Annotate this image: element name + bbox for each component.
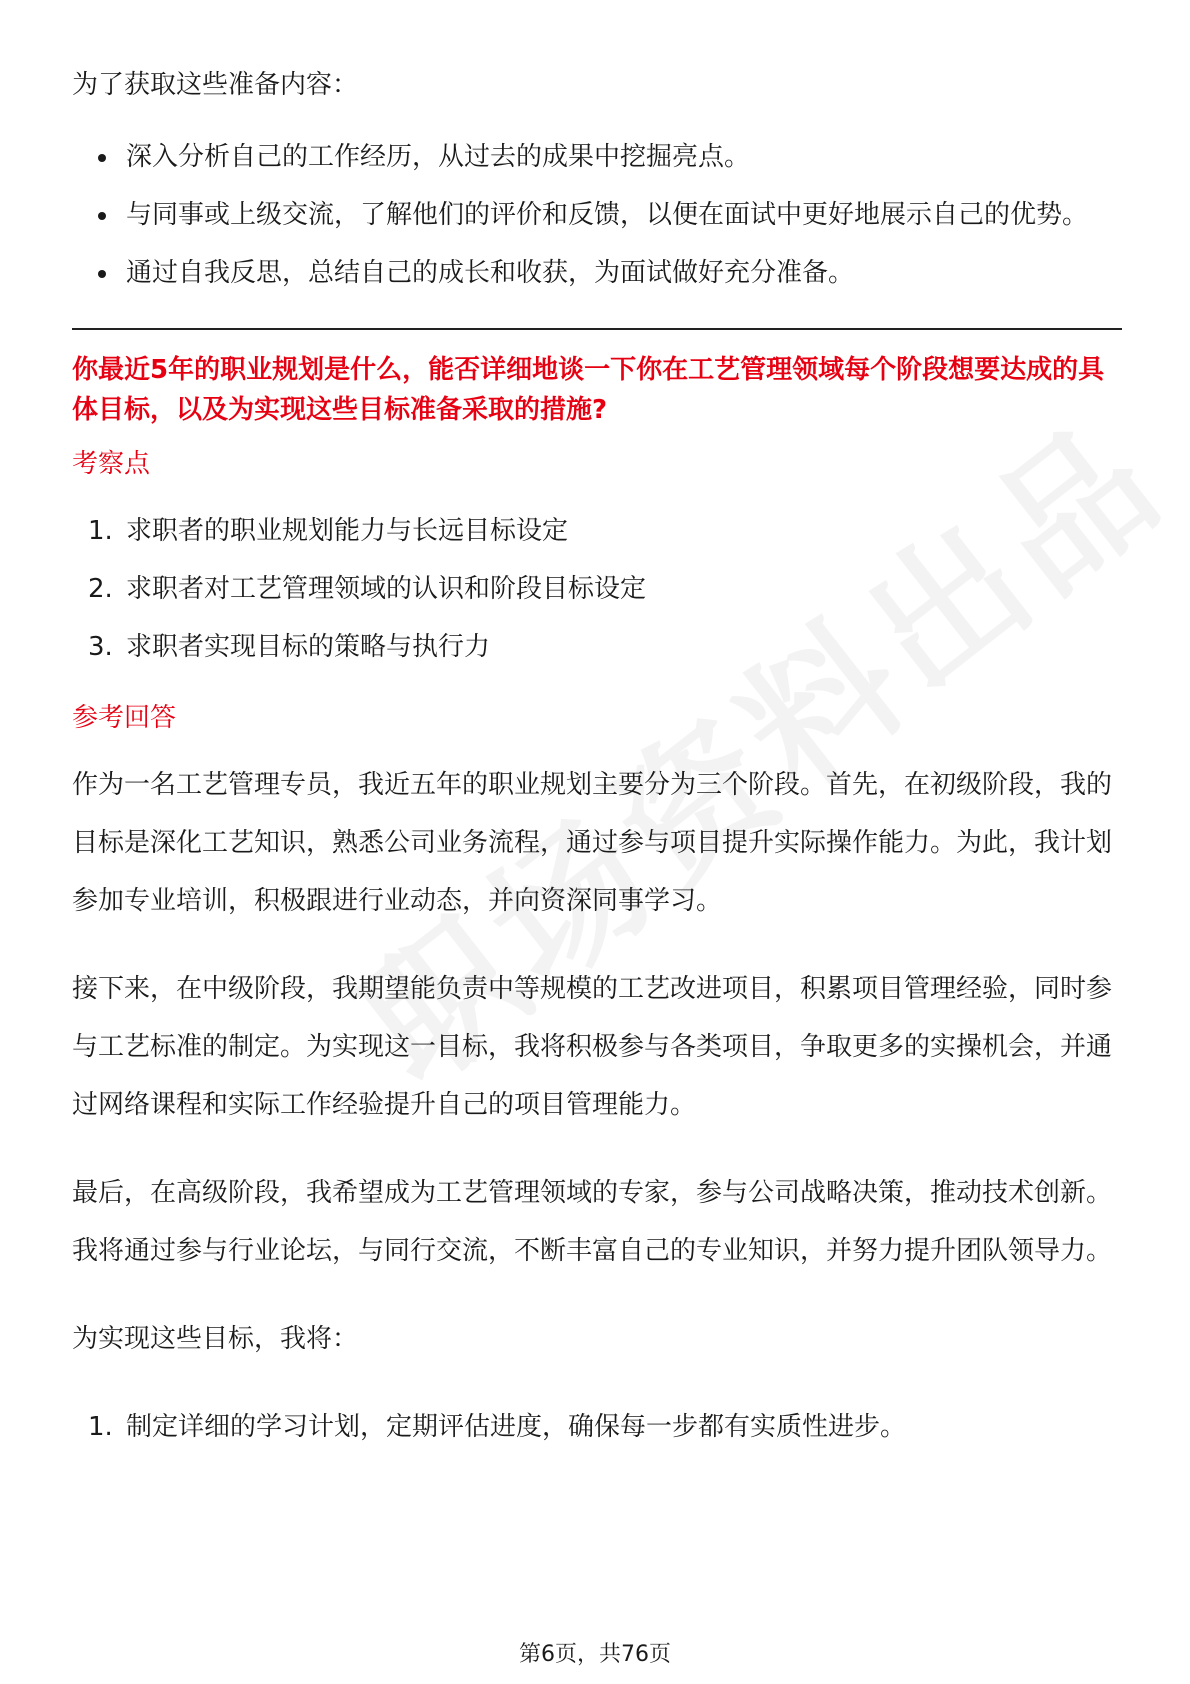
section-divider (72, 328, 1122, 330)
content-area (72, 56, 1122, 1478)
focus-point-list (72, 502, 1122, 676)
item-number: 3. (88, 632, 113, 662)
answer-paragraph: 作为一名工艺管理专员，我近五年的职业规划主要分为三个阶段。首先，在初级阶段，我的目标是深化工艺知识，熟悉公司业务流程，通过参与项目提升实际操作能力。为此，我计划参加专业培训，积极跟进行业动态，并向资深同事学习。 (72, 770, 1113, 916)
item-text: 求职者对工艺管理领域的认识和阶段目标设定 (126, 574, 647, 604)
list-item: 深入分析自己的工作经历，从过去的成果中挖掘亮点。 (72, 128, 1122, 186)
measures-list (72, 1398, 1122, 1456)
item-number: 1. (88, 516, 113, 546)
list-item: 通过自我反思，总结自己的成长和收获，为面试做好充分准备。 (72, 244, 1122, 302)
answer-paragraph: 接下来，在中级阶段，我期望能负责中等规模的工艺改进项目，积累项目管理经验，同时参与工艺标准的制定。为实现这一目标，我将积极参与各类项目，争取更多的实操机会，并通过网络课程和实际工作经验提升自己的项目管理能力。 (72, 974, 1113, 1120)
list-item (72, 1398, 1122, 1456)
focus-title: 考察点 (72, 449, 151, 479)
prep-bullet-list (72, 128, 1122, 302)
question-heading: 你最近5年的职业规划是什么，能否详细地谈一下你在工艺管理领域每个阶段想要达成的具体目标，以及为实现这些目标准备采取的措施? (72, 355, 1105, 425)
item-number: 2. (88, 574, 113, 604)
intro-text: 为了获取这些准备内容： (72, 70, 359, 100)
answer-title: 参考回答 (72, 703, 177, 733)
item-text: 求职者实现目标的策略与执行力 (126, 632, 491, 662)
list-item (72, 560, 1122, 618)
measures-lead: 为实现这些目标，我将： (72, 1324, 359, 1354)
item-number: 1. (88, 1412, 113, 1442)
list-item (72, 618, 1122, 676)
list-item: 与同事或上级交流，了解他们的评价和反馈，以便在面试中更好地展示自己的优势。 (72, 186, 1122, 244)
answer-paragraph: 最后，在高级阶段，我希望成为工艺管理领域的专家，参与公司战略决策，推动技术创新。我将通过参与行业论坛，与同行交流，不断丰富自己的专业知识，并努力提升团队领导力。 (72, 1178, 1113, 1266)
list-item (72, 502, 1122, 560)
page-footer: 第6页，共76页 (519, 1642, 671, 1667)
item-text: 制定详细的学习计划，定期评估进度，确保每一步都有实质性进步。 (126, 1412, 907, 1442)
item-text: 求职者的职业规划能力与长远目标设定 (126, 516, 569, 546)
